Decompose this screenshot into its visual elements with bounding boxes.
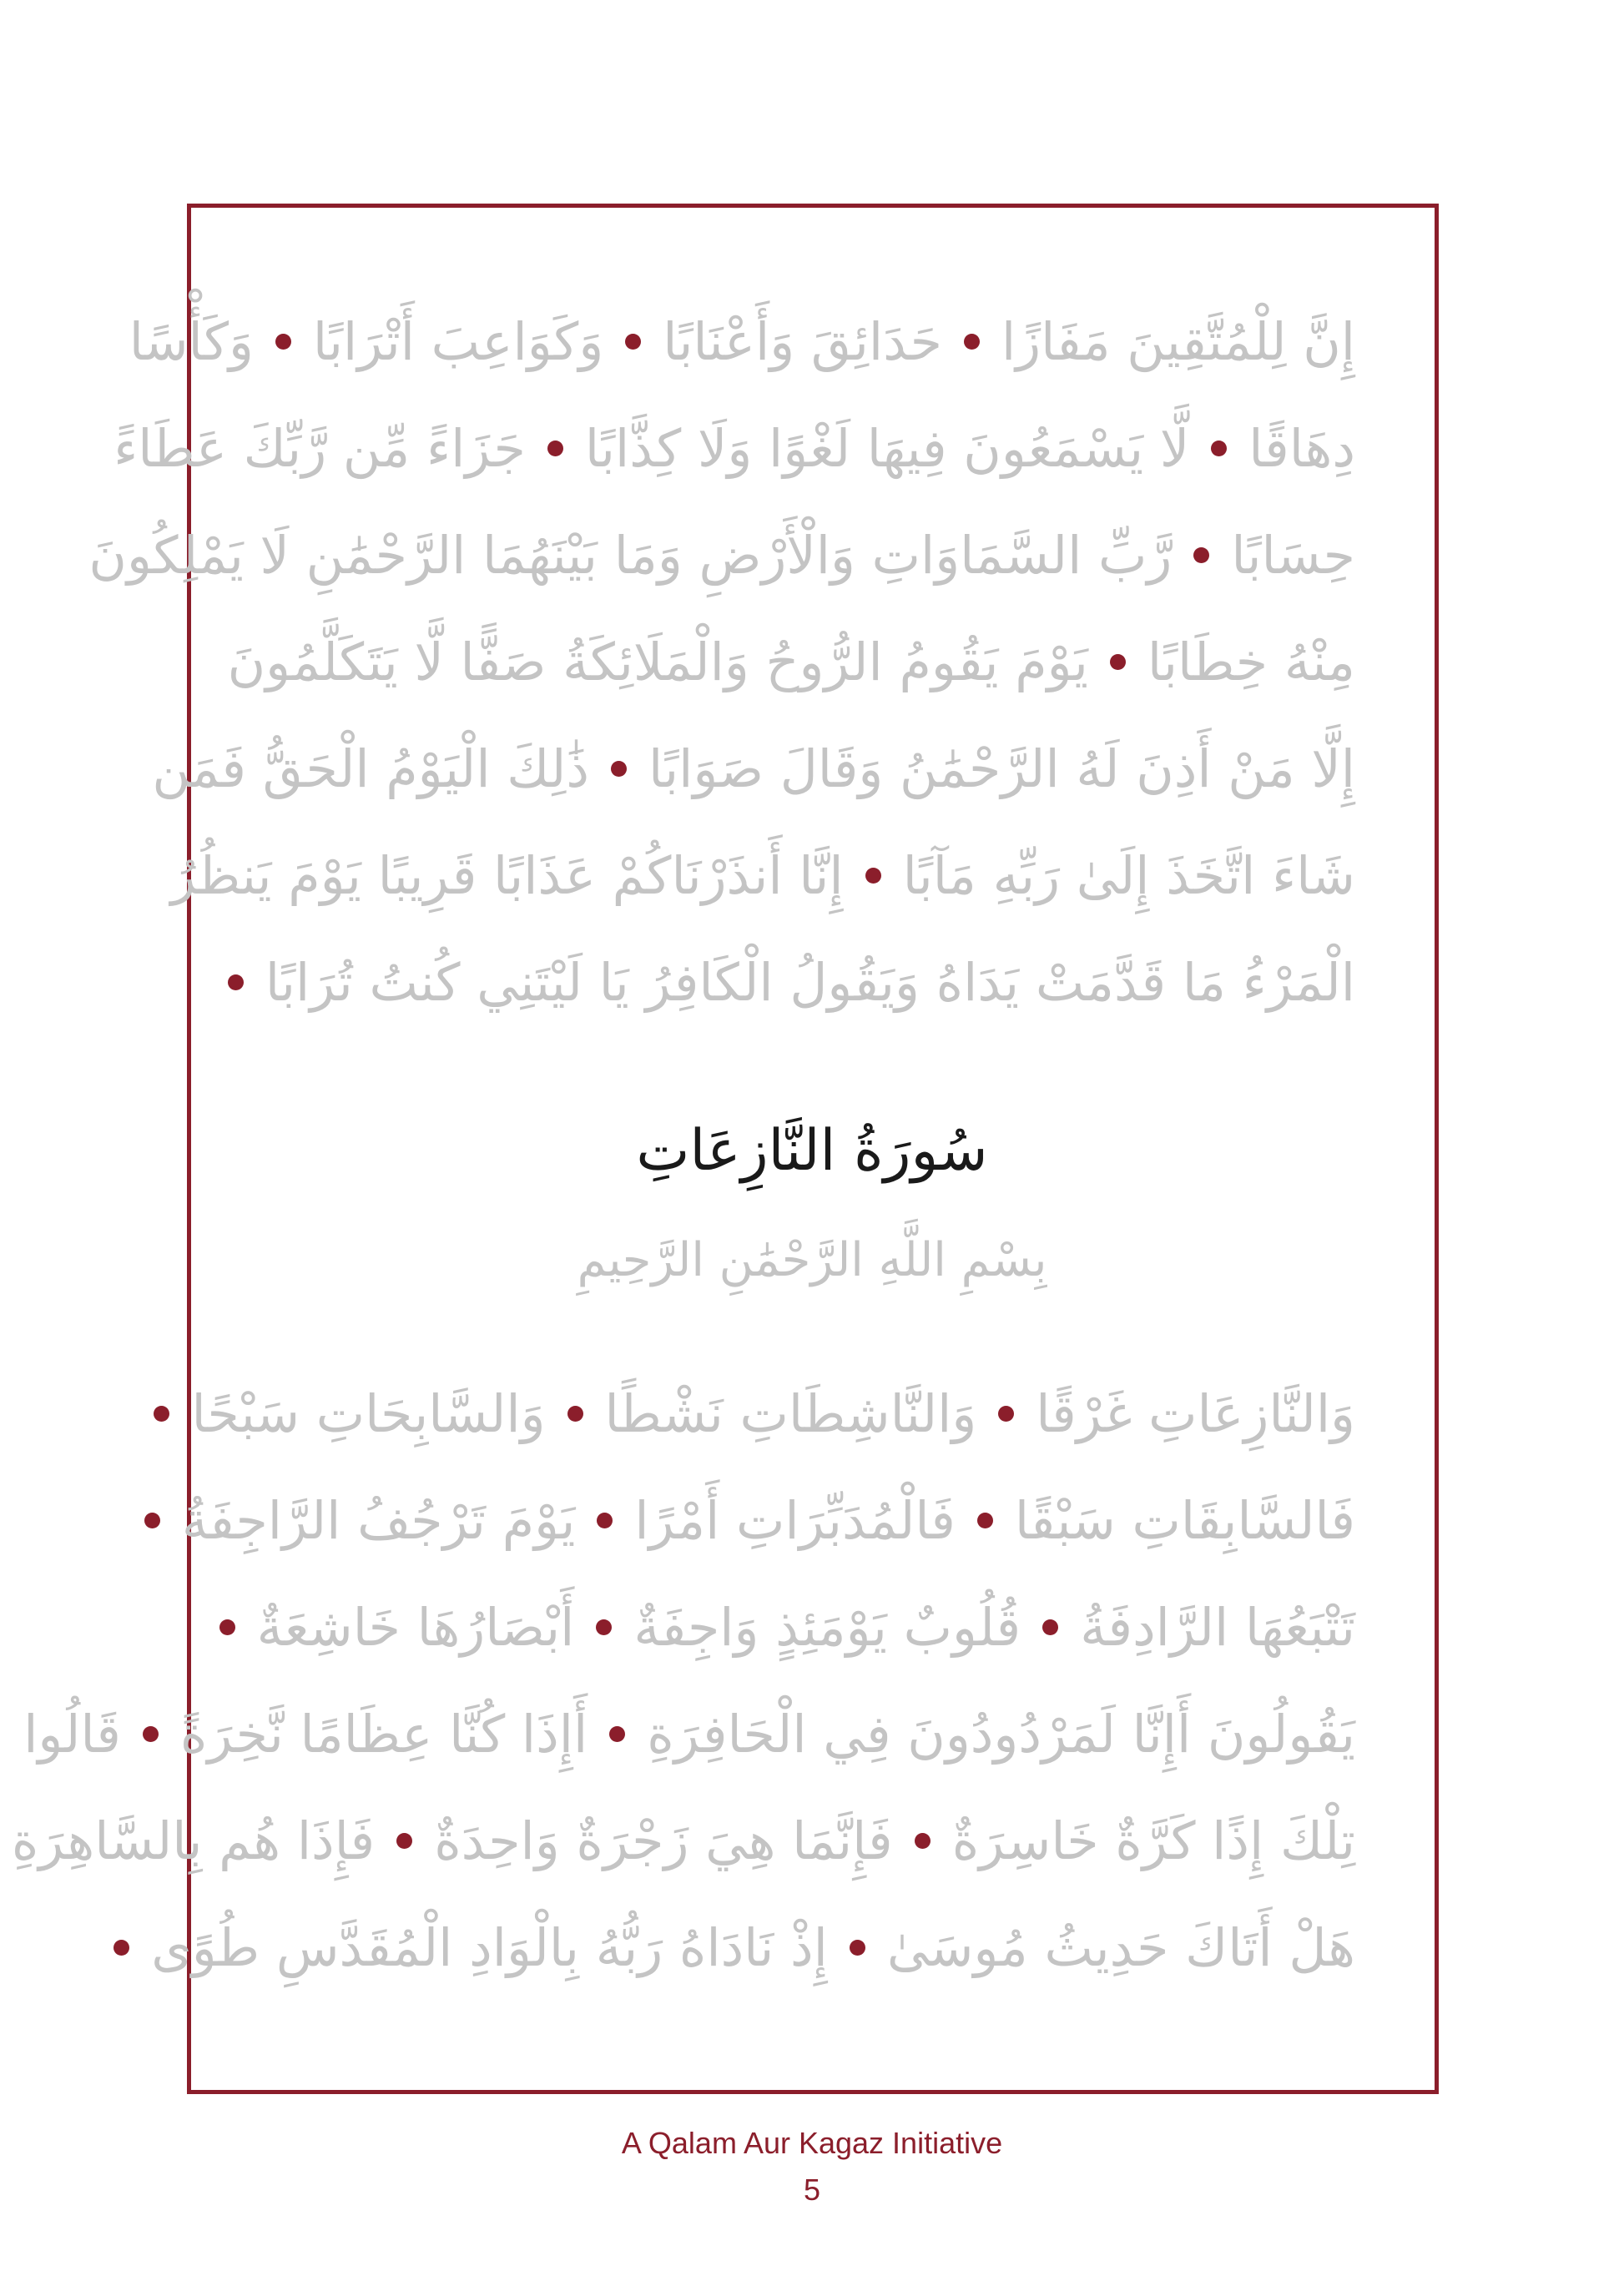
verse-line [88, 501, 1355, 608]
verse-separator-dot [611, 761, 627, 777]
verse-line [181, 1467, 1355, 1573]
verse-separator-dot [597, 1513, 613, 1528]
verse-text: إِذْ نَادَاهُ رَبُّهُ بِالْوَادِ الْمُقَدَّسِ طُوًى [151, 1916, 828, 1978]
verse-line [151, 1894, 1355, 2001]
verse-text: وَالنَّازِعَاتِ غَرْقًا [1036, 1382, 1355, 1444]
verse-line [256, 1573, 1355, 1680]
verses-block-bottom [11, 1360, 1355, 2001]
verse-separator-dot [567, 1406, 583, 1422]
verse-separator-dot [1110, 654, 1126, 670]
verse-text: يَوْمَ يَقُومُ الرُّوحُ وَالْمَلَائِكَةُ صَفًّا لَّا يَتَكَلَّمُونَ [227, 631, 1088, 692]
verse-separator-dot [144, 1513, 160, 1528]
verse-line [113, 395, 1355, 501]
verse-text: ذَٰلِكَ الْيَوْمُ الْحَقُّ فَمَن [152, 738, 589, 799]
verse-line [23, 1680, 1355, 1787]
verse-text: شَاءَ اتَّخَذَ إِلَىٰ رَبِّهِ مَآبًا [902, 844, 1355, 906]
verse-separator-dot [977, 1513, 993, 1528]
verse-text: قُلُوبٌ يَوْمَئِذٍ وَاجِفَةٌ [633, 1596, 1021, 1658]
verse-text: مِنْهُ خِطَابًا [1147, 631, 1355, 692]
verse-text: فَالسَّابِقَاتِ سَبْقًا [1014, 1489, 1355, 1551]
verse-separator-dot [219, 1619, 235, 1635]
verse-separator-dot [964, 334, 980, 350]
verse-separator-dot [625, 334, 641, 350]
verse-text: فَإِذَا هُم بِالسَّاهِرَةِ [11, 1810, 376, 1871]
verse-text: دِهَاقًا [1248, 417, 1355, 479]
verse-separator-dot [1193, 547, 1209, 563]
verse-separator-dot [143, 1726, 159, 1742]
verse-line [170, 822, 1355, 929]
verse-separator-dot [596, 1619, 612, 1635]
verse-text: إِنَّ لِلْمُتَّقِينَ مَفَازًا [1001, 310, 1355, 372]
verse-text: جَزَاءً مِّن رَّبِّكَ عَطَاءً [113, 417, 526, 479]
verse-text: إِلَّا مَنْ أَذِنَ لَهُ الرَّحْمَٰنُ وَقَالَ صَوَابًا [648, 738, 1355, 799]
verses-block-top [88, 288, 1355, 1035]
surah-title: سُورَةُ النَّازِعَاتِ [636, 1118, 988, 1184]
verse-line [11, 1787, 1355, 1894]
verse-text: هَلْ أَتَاكَ حَدِيثُ مُوسَىٰ [886, 1916, 1355, 1978]
verse-text: وَالنَّاشِطَاتِ نَشْطًا [604, 1382, 977, 1444]
verse-text: تِلْكَ إِذًا كَرَّةٌ خَاسِرَةٌ [951, 1810, 1355, 1871]
verse-separator-dot [865, 868, 881, 884]
verse-separator-dot [547, 441, 563, 456]
verse-text: أَإِذَا كُنَّا عِظَامًا نَّخِرَةً [179, 1703, 588, 1765]
verse-line [129, 288, 1355, 395]
verse-separator-dot [609, 1726, 625, 1742]
verse-text: رَّبِّ السَّمَاوَاتِ وَالْأَرْضِ وَمَا بَيْنَهُمَا الرَّحْمَٰنِ لَا يَمْلِكُونَ [88, 524, 1173, 586]
verse-separator-dot [154, 1406, 169, 1422]
verse-line [265, 929, 1355, 1035]
verse-text: إِنَّا أَنذَرْنَاكُمْ عَذَابًا قَرِيبًا يَوْمَ يَنظُرُ [170, 844, 844, 906]
verse-line [191, 1360, 1355, 1467]
verse-text: فَالْمُدَبِّرَاتِ أَمْرًا [634, 1489, 956, 1551]
verse-separator-dot [1042, 1619, 1058, 1635]
footer-initiative: A Qalam Aur Kagaz Initiative [621, 2126, 1003, 2160]
bismillah: بِسْمِ اللَّهِ الرَّحْمَٰنِ الرَّحِيمِ [577, 1233, 1047, 1287]
verse-text: يَقُولُونَ أَإِنَّا لَمَرْدُودُونَ فِي الْحَافِرَةِ [647, 1703, 1355, 1765]
verse-text: أَبْصَارُهَا خَاشِعَةٌ [256, 1596, 575, 1658]
verse-line [227, 608, 1355, 715]
page-number: 5 [803, 2173, 821, 2207]
verse-line [152, 715, 1355, 822]
verse-text: الْمَرْءُ مَا قَدَّمَتْ يَدَاهُ وَيَقُولُ الْكَافِرُ يَا لَيْتَنِي كُنتُ تُرَابًا [265, 951, 1355, 1013]
verse-separator-dot [915, 1833, 931, 1849]
verse-text: فَإِنَّمَا هِيَ زَجْرَةٌ وَاحِدَةٌ [434, 1810, 893, 1871]
verse-separator-dot [113, 1940, 129, 1956]
verse-text: لَّا يَسْمَعُونَ فِيهَا لَغْوًا وَلَا كِذَّابًا [584, 417, 1190, 479]
verse-text: تَتْبَعُهَا الرَّادِفَةُ [1080, 1596, 1355, 1658]
verse-text: قَالُوا [23, 1703, 121, 1765]
verse-text: وَكَوَاعِبَ أَتْرَابًا [312, 310, 604, 372]
verse-text: يَوْمَ تَرْجُفُ الرَّاجِفَةُ [181, 1489, 576, 1551]
verse-text: وَكَأْسًا [129, 310, 254, 372]
verse-separator-dot [228, 974, 244, 990]
verse-separator-dot [396, 1833, 412, 1849]
verse-separator-dot [998, 1406, 1014, 1422]
verse-separator-dot [850, 1940, 865, 1956]
verse-text: وَالسَّابِحَاتِ سَبْحًا [191, 1382, 546, 1444]
verse-text: حَدَائِقَ وَأَعْنَابًا [663, 310, 942, 372]
verse-separator-dot [275, 334, 291, 350]
verse-text: حِسَابًا [1231, 524, 1355, 586]
verse-separator-dot [1211, 441, 1227, 456]
